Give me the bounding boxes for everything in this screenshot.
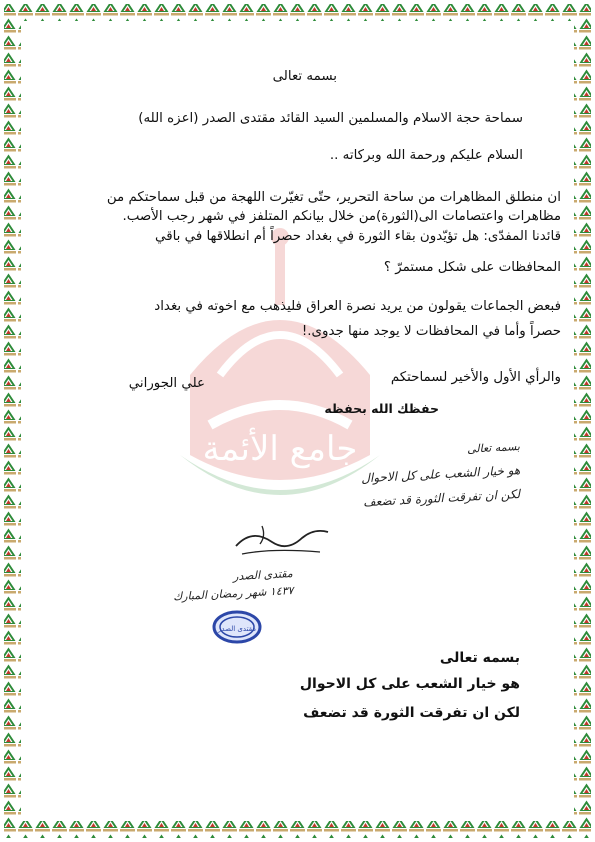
typed-reply-basmala: بسمه تعالى (439, 650, 520, 666)
letter-addressee: سماحة حجة الاسلام والمسلمين السيد القائد مقتدى الصدر (اعزه الله) (138, 111, 523, 126)
seal-text: مقتدى الصدر (218, 625, 256, 633)
handwritten-basmala: بسمه تعالى (466, 440, 521, 456)
typed-reply-line-2: لكن ان تفرقت الثورة قد تضعف (303, 705, 520, 721)
official-seal (212, 610, 262, 644)
paragraph-1-line-1: ان منطلق المظاهرات من ساحة التحرير، حتّى تغيّرت اللهجة من قبل سماحتكم من (106, 190, 561, 205)
watermark-text: جامع الأئمة (202, 429, 358, 469)
typed-reply-line-1: هو خيار الشعب على كل الاحوال (299, 676, 520, 692)
paragraph-2-line-2: حصراً وأما في المحافظات لا يوجد منها جدوى.! (301, 324, 561, 339)
handwritten-signature (232, 518, 332, 562)
signature-name: مقتدى الصدر (233, 567, 294, 584)
paragraph-1-line-4: المحافظات على شكل مستمرّ ؟ (383, 260, 561, 275)
handwritten-reply-line-2: لكن ان تفرقت الثورة قد تضعف (362, 487, 521, 510)
letter-blessing: حفظك الله بحفظه (324, 401, 439, 416)
paragraph-1-line-3: قائدنا المفدّى: هل تؤيّدون بقاء الثورة في بغداد حصراً أم انطلاقها في باقي (155, 229, 561, 244)
handwritten-reply-line-1: هو خيار الشعب على كل الاحوال (360, 463, 521, 486)
letter-basmala: بسمه تعالى (272, 69, 337, 84)
paragraph-1-line-2: مظاهرات واعتصامات الى(الثورة)من خلال بيانكم المتلفز في شهر رجب الأصب. (122, 209, 561, 224)
paragraph-2-line-1: فبعض الجماعات يقولون من يريد نصرة العراق فليذهب مع اخوته في بغداد (154, 299, 561, 314)
signature-date: ١٤٣٧ شهر رمضان المبارك (172, 584, 294, 604)
letter-closing: والرأي الأول والأخير لسماحتكم (390, 370, 561, 385)
sender-name: علي الجوراني (128, 376, 205, 391)
letter-greeting: السلام عليكم ورحمة الله وبركاته .. (329, 148, 523, 163)
